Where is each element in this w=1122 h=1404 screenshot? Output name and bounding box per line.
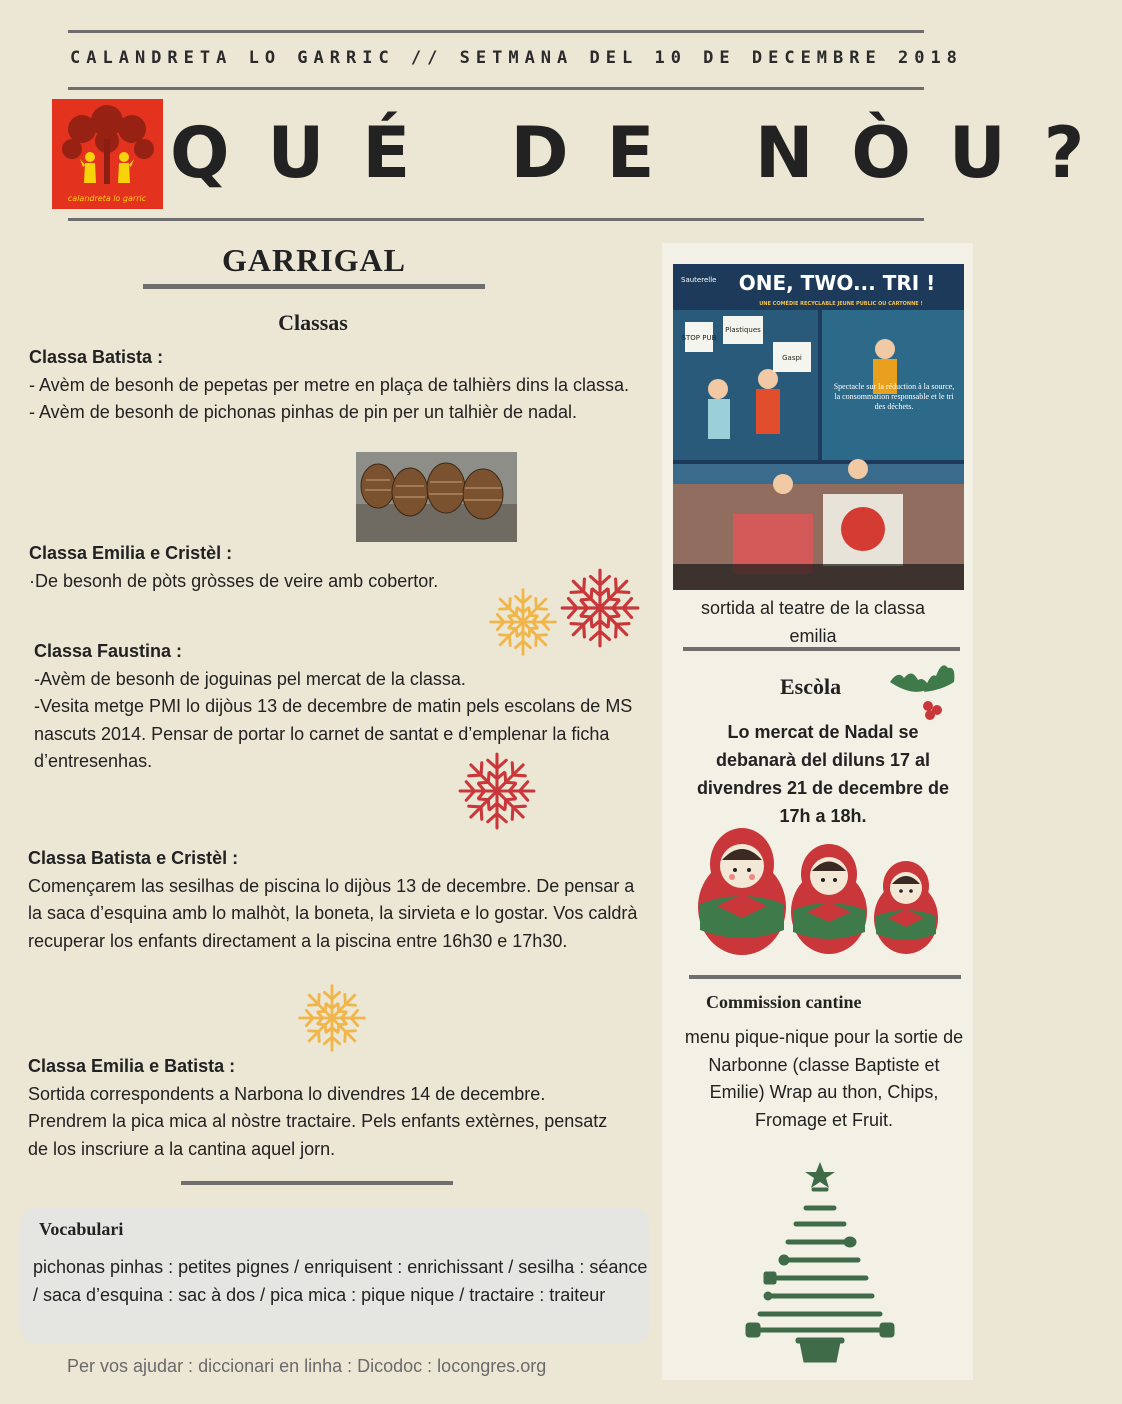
poster-sign-2: Plastiques [725, 326, 761, 334]
class-line: -Avèm de besonh de joguinas pel mercat de la classa. [34, 668, 466, 689]
left-bottom-rule [181, 1181, 453, 1185]
help-line: Per vos ajudar : diccionari en linha : Dicodoc : locongres.org [67, 1356, 547, 1376]
poster-sign-3: Gaspi [782, 354, 802, 362]
class-batista-cristel [28, 845, 653, 955]
subsection-title: Classas [278, 310, 348, 335]
escola-text: Lo mercat de Nadal se debanarà del diluns 17 al divendres 21 de decembre de 17h a 18h. [696, 722, 950, 826]
cantine-text: menu pique-nique pour la sortie de Narbonne (classe Baptiste et Emilie) Wrap au thon, Chips, Fromage et Fruit. [684, 1027, 964, 1130]
sidebar-rule-2 [689, 975, 961, 979]
class-faustina [34, 638, 646, 776]
class-line: - Avèm de besonh de pepetas per metre en plaça de talhièrs dins la classa. [29, 374, 630, 395]
class-line: Sortida correspondents a Narbona lo divendres 14 de decembre. Prendrem la pica mica al nòstre tractaire. Pels enfants extèrnes, pensatz de los inscriure a la cantina aquel jorn. [28, 1083, 608, 1159]
class-name: Classa Batista : [29, 347, 164, 367]
header-rule-bottom [68, 218, 924, 221]
newsletter-title: QUÉ DE NÒU? [170, 112, 1122, 194]
utensil-christmas-tree-icon [742, 1160, 898, 1366]
header-rule-mid [68, 87, 924, 90]
theatre-poster [673, 264, 964, 590]
snowflake-red-icon [456, 750, 538, 832]
header-rule-top [68, 30, 924, 33]
class-line: ·De besonh de pòts gròsses de veire amb cobertor. [29, 570, 439, 591]
class-name: Classa Emilia e Cristèl : [29, 543, 233, 563]
snowflake-gold-icon [294, 980, 370, 1056]
vocabulary-box [20, 1207, 650, 1343]
poster-blurb: Spectacle sur la réduction à la source, la consommation responsable et le tri des déchets. [833, 382, 955, 411]
cantine-title: Commission cantine [706, 992, 862, 1012]
poster-brand: Sauterelle [681, 276, 717, 284]
class-line: -Vesita metge PMI lo dijòus 13 de decembre de matin pels escolans de MS nascuts 2014. Pensar de portar lo carnet de santat e d’emplenar la ficha d’entresenhas. [34, 696, 633, 771]
issue-line: CALANDRETA LO GARRIC // SETMANA DEL 10 DE DECEMBRE 2018 [70, 48, 963, 68]
class-line: Començarem las sesilhas de piscina lo dijòus 13 de decembre. De pensar a la saca d’esquina amb lo malhòt, la boneta, la sirvieta e lo gostar. Vos caldrà recuperar los enfants directament a la piscina entre 16h30 e 17h30. [28, 875, 638, 951]
section-underline [143, 284, 485, 289]
poster-caption: sortida al teatre de la classa emilia [700, 598, 926, 646]
class-emilia-batista [28, 1053, 628, 1163]
class-name: Classa Faustina : [34, 641, 183, 661]
holly-icon [884, 654, 960, 722]
class-name: Classa Emilia e Batista : [28, 1056, 236, 1076]
vocabulary-text: pichonas pinhas : petites pignes / enriquisent : enrichissant / sesilha : séance / saca d’esquina : sac à dos / pica mica : pique nique / tractaire : traiteur [33, 1257, 648, 1305]
logo-text: calandreta lo garric [67, 194, 147, 203]
pine-cones-photo [356, 452, 517, 542]
poster-subtitle: UNE COMÉDIE RECYCLABLE JEUNE PUBLIC OU CARTONNE ! [759, 301, 923, 307]
class-name: Classa Batista e Cristèl : [28, 848, 239, 868]
matryoshka-dolls-icon [697, 822, 942, 957]
escola-title: Escòla [780, 674, 842, 699]
class-line: - Avèm de besonh de pichonas pinhas de pin per un talhièr de nadal. [29, 402, 578, 422]
sidebar-rule-1 [683, 647, 960, 651]
poster-title: ONE, TWO... TRI ! [738, 271, 936, 295]
school-logo [52, 99, 163, 209]
vocabulary-title: Vocabulari [39, 1219, 124, 1239]
poster-sign-1: STOP PUB [681, 334, 717, 342]
class-batista [29, 344, 649, 427]
section-title: GARRIGAL [221, 242, 406, 278]
